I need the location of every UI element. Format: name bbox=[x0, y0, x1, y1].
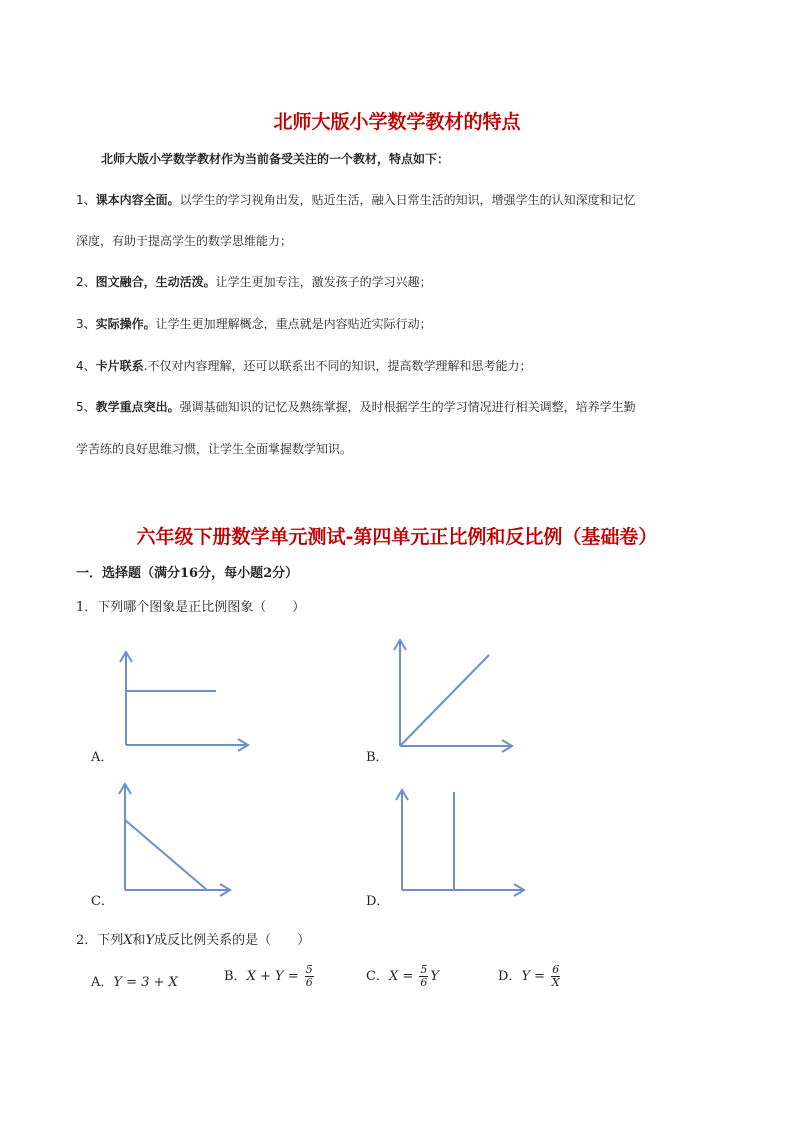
feature-body: .不仅对内容理解，还可以联系出不同的知识，提高数学理解和思考能力； bbox=[143, 359, 532, 373]
feature-body: 以学生的学习视角出发，贴近生活，融入日常生活的知识，增强学生的认知深度和记忆 bbox=[179, 193, 636, 207]
question-2 bbox=[76, 929, 310, 948]
q2-var-y: Y bbox=[145, 933, 155, 948]
q2-option-c[interactable] bbox=[366, 964, 439, 989]
feature-head: 实际操作。 bbox=[95, 317, 156, 331]
feature-body: 强调基础知识的记忆及熟练掌握，及时根据学生的学习情况进行相关调整，培养学生勤 bbox=[179, 400, 636, 414]
feature-4 bbox=[76, 356, 531, 376]
feature-body: 让学生更加专注，激发孩子的学习兴趣； bbox=[215, 275, 432, 289]
feature-head: 图文融合，生动活泼。 bbox=[95, 275, 216, 289]
fraction-denominator: 6 bbox=[420, 976, 428, 989]
q2-option-a[interactable] bbox=[91, 971, 178, 990]
option-expr: X = bbox=[388, 969, 418, 984]
feature-num: 1、 bbox=[76, 193, 96, 207]
option-expr: Y = bbox=[521, 969, 550, 984]
option-label: D． bbox=[498, 969, 522, 984]
graph-d bbox=[390, 786, 530, 898]
feature-2 bbox=[76, 272, 432, 292]
option-expr: X + Y = bbox=[246, 969, 303, 984]
q2-and: 和 bbox=[132, 933, 146, 948]
fraction-denominator: X bbox=[551, 976, 560, 989]
option-expr: Y = 3 + X bbox=[113, 975, 178, 990]
intro-text: 北师大版小学数学教材作为当前备受关注的一个教材，特点如下： bbox=[101, 152, 450, 166]
feature-head: 卡片联系 bbox=[95, 359, 144, 373]
q1-option-d[interactable]: D． bbox=[366, 894, 390, 909]
feature-head: 教学重点突出。 bbox=[95, 400, 180, 414]
fraction bbox=[551, 964, 560, 989]
option-label: C． bbox=[366, 969, 389, 984]
q2-var-x: X bbox=[123, 933, 133, 948]
feature-1-line2: 深度，有助于提高学生的数学思维能力； bbox=[76, 234, 293, 248]
option-label: B． bbox=[224, 969, 247, 984]
fraction bbox=[419, 964, 428, 989]
fraction-numerator: 6 bbox=[552, 963, 560, 976]
q1-option-b[interactable]: B． bbox=[366, 750, 389, 765]
feature-num: 2、 bbox=[76, 275, 96, 289]
feature-num: 4、 bbox=[76, 359, 96, 373]
q1-option-a[interactable]: A． bbox=[91, 750, 114, 765]
option-label: A． bbox=[91, 975, 114, 990]
q2-text-before: 2．下列 bbox=[76, 933, 124, 948]
fraction-numerator: 5 bbox=[420, 963, 428, 976]
graph-a bbox=[110, 648, 255, 758]
graph-b bbox=[388, 636, 518, 756]
fraction bbox=[305, 964, 314, 989]
feature-5 bbox=[76, 397, 636, 417]
feature-3 bbox=[76, 314, 432, 334]
test-title: 六年级下册数学单元测试-第四单元正比例和反比例（基础卷） bbox=[136, 526, 658, 548]
fraction-denominator: 6 bbox=[305, 976, 313, 989]
q2-option-d[interactable] bbox=[498, 964, 562, 989]
q2-text-after: 成反比例关系的是（ ） bbox=[154, 933, 311, 948]
feature-head: 课本内容全面。 bbox=[95, 193, 180, 207]
q1-option-c[interactable]: C． bbox=[91, 894, 114, 909]
feature-5-line2: 学苦练的良好思维习惯，让学生全面掌握数学知识。 bbox=[76, 442, 353, 456]
graph-c bbox=[112, 780, 237, 900]
feature-body: 让学生更加理解概念，重点就是内容贴近实际行动； bbox=[155, 317, 432, 331]
page-title: 北师大版小学数学教材的特点 bbox=[273, 111, 521, 133]
question-1: 1．下列哪个图象是正比例图象（ ） bbox=[76, 600, 306, 615]
option-tail: Y bbox=[430, 969, 439, 984]
feature-num: 5、 bbox=[76, 400, 96, 414]
feature-num: 3、 bbox=[76, 317, 96, 331]
section-heading: 一．选择题（满分16分，每小题2分） bbox=[76, 566, 299, 581]
fraction-numerator: 5 bbox=[305, 963, 313, 976]
q2-option-b[interactable] bbox=[224, 964, 316, 989]
feature-1 bbox=[76, 190, 636, 210]
